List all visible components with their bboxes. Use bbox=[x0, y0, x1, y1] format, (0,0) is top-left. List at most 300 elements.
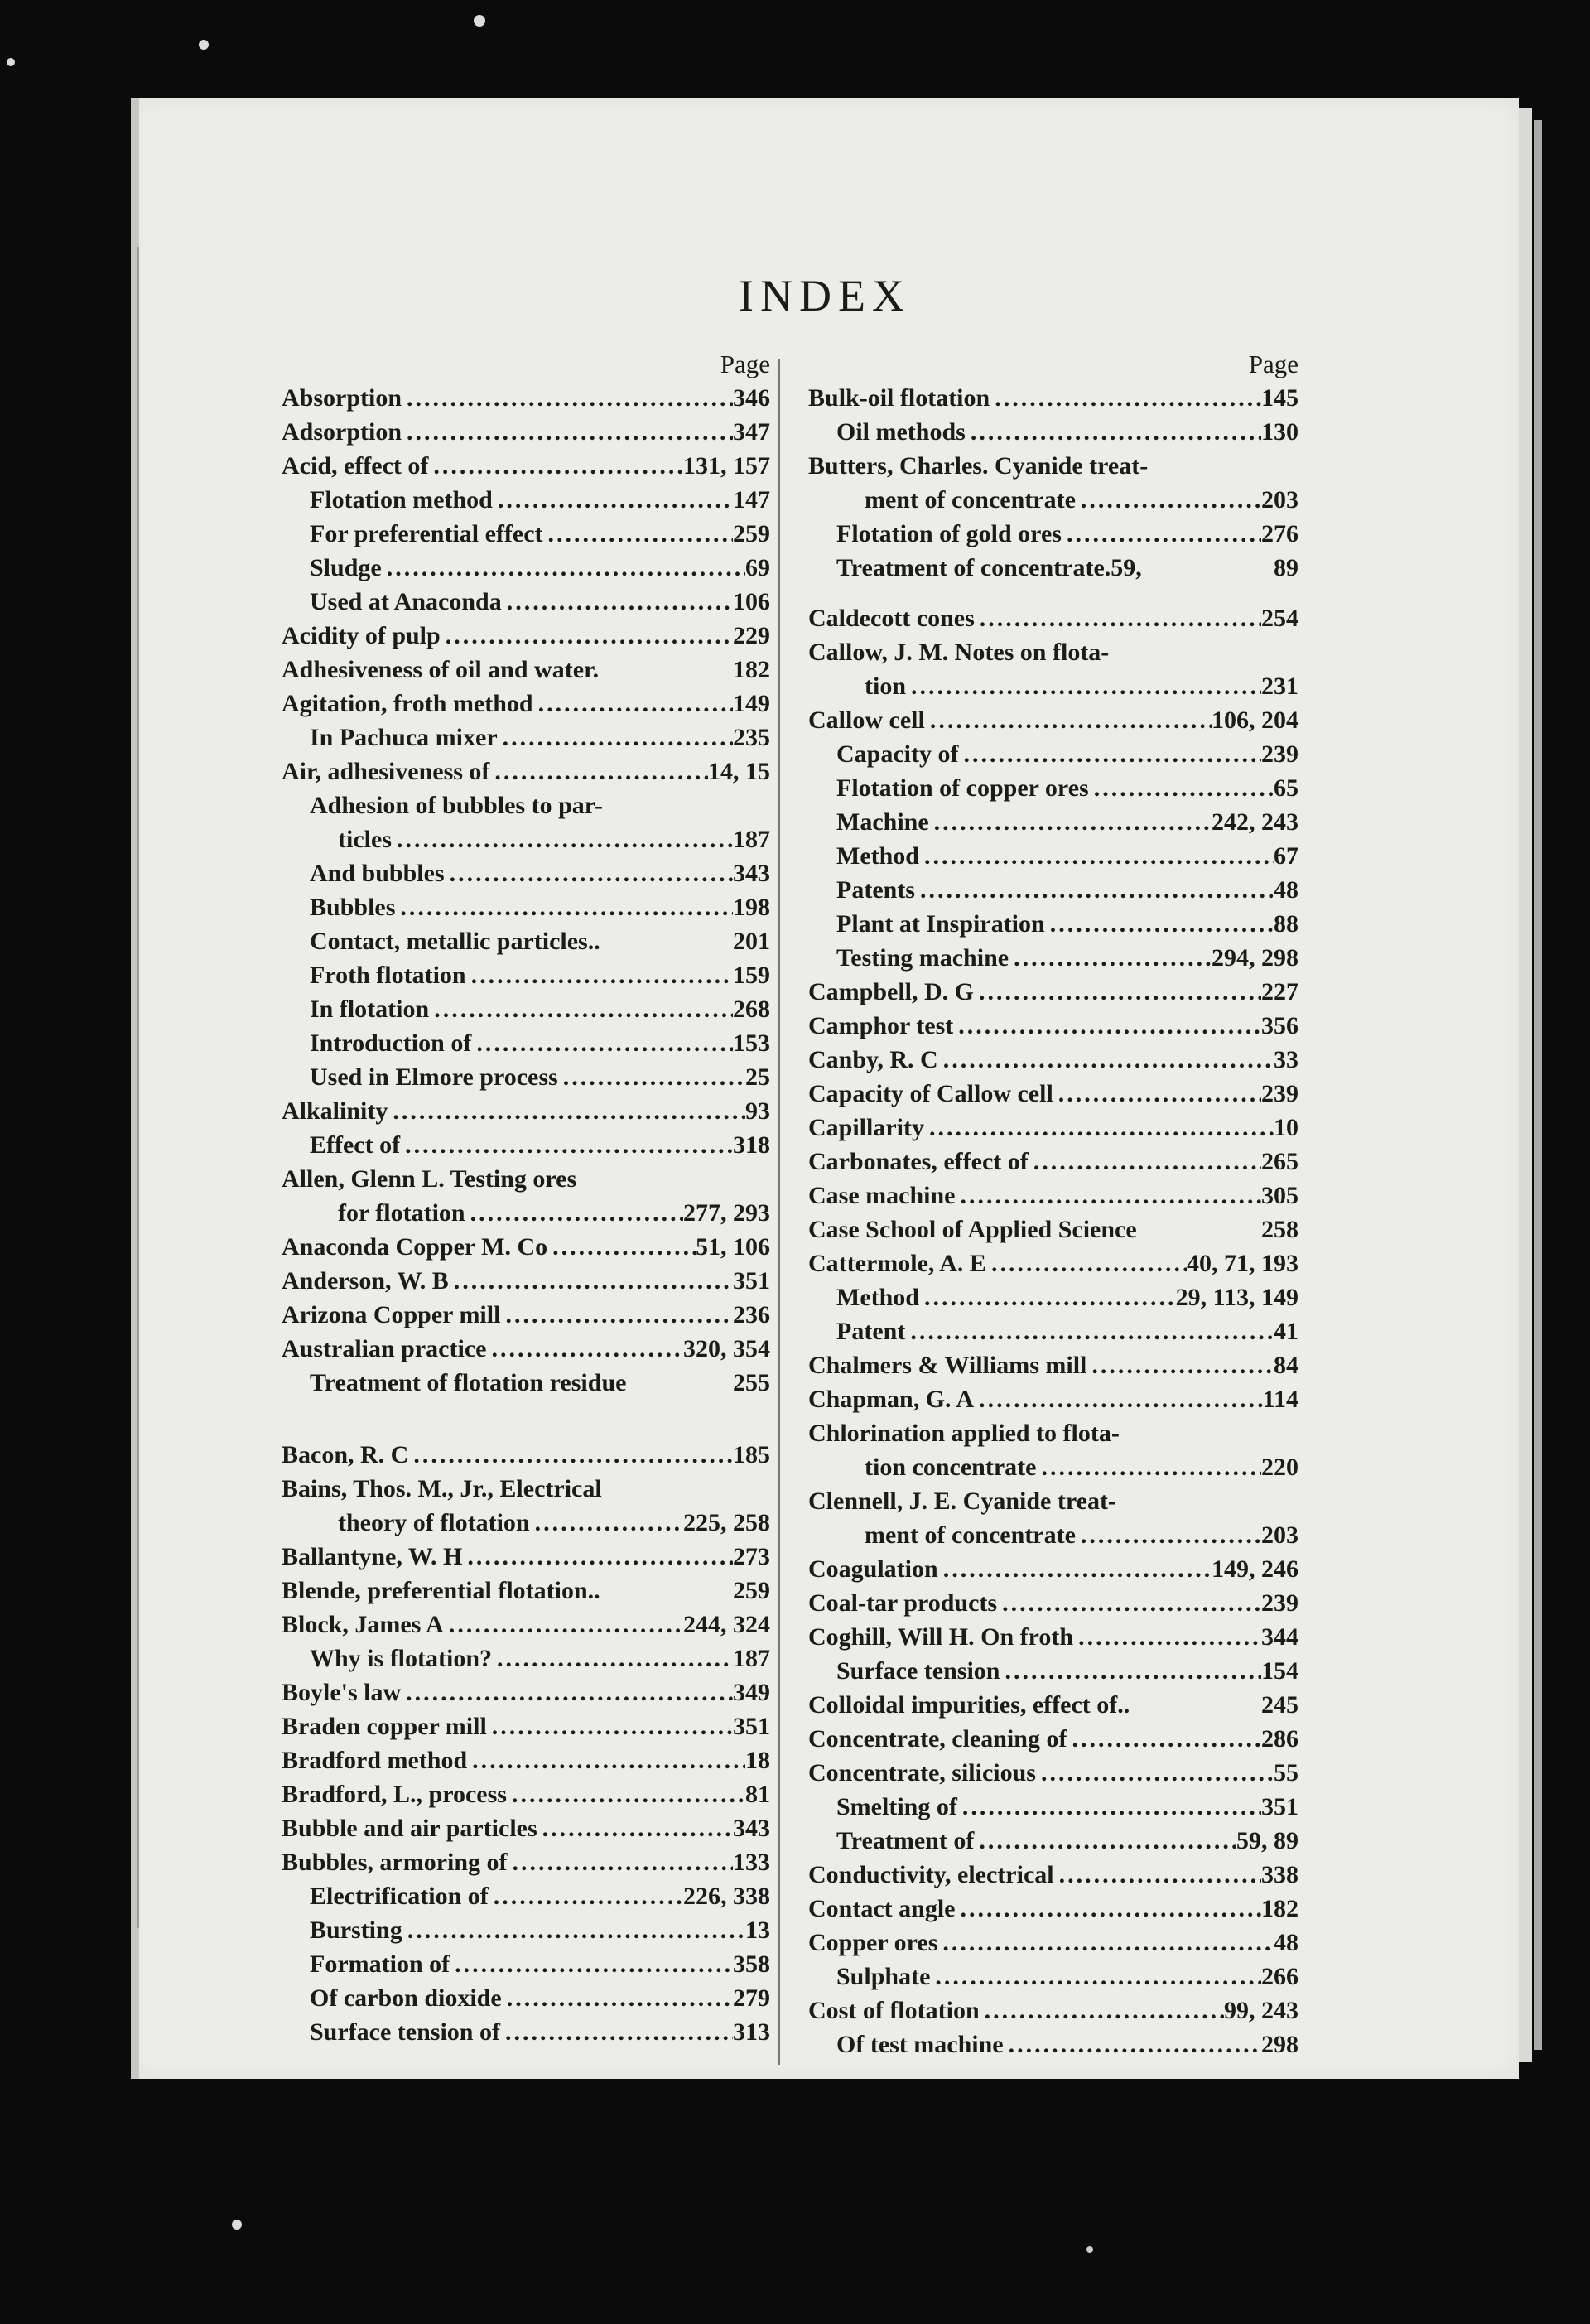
index-entry-pages: 259 bbox=[733, 1577, 770, 1604]
index-entry-pages: 29, 113, 149 bbox=[1175, 1284, 1298, 1311]
index-entry bbox=[808, 551, 1298, 585]
index-entry-term: In flotation bbox=[310, 996, 430, 1023]
index-entry bbox=[282, 2015, 770, 2049]
dot-leader bbox=[576, 1162, 770, 1196]
index-entry-term: Adhesion of bubbles to par- bbox=[310, 792, 603, 819]
index-entry bbox=[808, 1382, 1298, 1416]
index-entry-term: Smelting of bbox=[836, 1793, 957, 1820]
index-entry-pages: 106, 204 bbox=[1212, 706, 1298, 734]
index-entry-term: Bulk-oil flotation bbox=[808, 384, 990, 412]
index-entry-pages: 231 bbox=[1261, 673, 1298, 700]
dot-leader bbox=[1053, 1077, 1261, 1111]
index-entry-pages: 294, 298 bbox=[1212, 944, 1298, 972]
index-entry bbox=[282, 958, 770, 992]
index-entry bbox=[282, 381, 770, 415]
dot-leader bbox=[1029, 1145, 1261, 1179]
index-entry bbox=[808, 1484, 1298, 1518]
dot-leader bbox=[465, 1196, 683, 1230]
index-entry-term: Capillarity bbox=[808, 1114, 924, 1141]
index-entry-term: Used at Anaconda bbox=[310, 588, 502, 615]
index-entry-term: Ballantyne, W. H bbox=[282, 1543, 463, 1570]
index-entry-term: Copper ores bbox=[808, 1929, 938, 1956]
index-entry-pages: 182 bbox=[733, 656, 770, 683]
index-entry bbox=[282, 822, 770, 856]
index-entry-term: Flotation of gold ores bbox=[836, 520, 1062, 547]
dot-leader bbox=[445, 856, 733, 890]
index-entry bbox=[282, 1913, 770, 1947]
dot-leader bbox=[626, 1366, 733, 1400]
index-entry-pages: 347 bbox=[733, 418, 770, 446]
dot-leader bbox=[533, 687, 733, 721]
dot-leader bbox=[1148, 449, 1298, 483]
index-entry bbox=[808, 669, 1298, 703]
dot-leader bbox=[986, 1246, 1187, 1280]
index-entry bbox=[808, 805, 1298, 839]
index-entry-pages: 25 bbox=[745, 1063, 770, 1091]
index-entry-pages: 59, 89 bbox=[1236, 1827, 1298, 1854]
index-entry bbox=[808, 1994, 1298, 2027]
index-entry bbox=[282, 755, 770, 788]
index-entry bbox=[282, 788, 770, 822]
index-entry bbox=[282, 1879, 770, 1913]
dot-leader bbox=[543, 517, 733, 551]
index-entry bbox=[808, 1246, 1298, 1280]
dot-leader bbox=[930, 1960, 1261, 1994]
index-entry bbox=[808, 1688, 1298, 1722]
index-entry-pages: 279 bbox=[733, 1984, 770, 2012]
index-entry bbox=[808, 415, 1298, 449]
index-entry-term: Capacity of bbox=[836, 740, 959, 768]
dot-leader bbox=[905, 1314, 1274, 1348]
index-entry-pages: 106 bbox=[733, 588, 770, 615]
index-entry bbox=[808, 1179, 1298, 1213]
index-entry-pages: 266 bbox=[1261, 1963, 1298, 1990]
index-entry-term: Blende, preferential flotation.. bbox=[282, 1577, 600, 1604]
dot-leader bbox=[975, 601, 1261, 635]
index-entry-pages: 187 bbox=[733, 1645, 770, 1672]
dot-leader bbox=[466, 958, 733, 992]
scan-speck bbox=[232, 2220, 242, 2230]
dot-leader bbox=[958, 737, 1261, 771]
index-entry-pages: 55 bbox=[1274, 1759, 1298, 1786]
dot-leader bbox=[997, 1586, 1261, 1620]
index-entry-term: Callow, J. M. Notes on flota- bbox=[808, 639, 1110, 666]
index-entry-pages: 245 bbox=[1261, 1691, 1298, 1719]
dot-leader bbox=[449, 1264, 733, 1298]
index-entry bbox=[282, 619, 770, 653]
index-entry-pages: 343 bbox=[733, 1815, 770, 1842]
index-entry bbox=[808, 1416, 1298, 1450]
index-entries-right bbox=[808, 381, 1298, 2061]
index-entry-term: Flotation method bbox=[310, 486, 493, 513]
index-entry bbox=[808, 737, 1298, 771]
index-entry-pages: 203 bbox=[1261, 1521, 1298, 1549]
index-entry-term: tion concentrate bbox=[865, 1454, 1037, 1481]
index-entry bbox=[282, 1162, 770, 1196]
index-entry-pages: 358 bbox=[733, 1950, 770, 1978]
index-entry-pages: 187 bbox=[733, 826, 770, 853]
dot-leader bbox=[600, 1574, 733, 1608]
index-entry-term: Anaconda Copper M. Co bbox=[282, 1233, 548, 1261]
index-entry bbox=[808, 1858, 1298, 1892]
index-entry bbox=[282, 1438, 770, 1472]
index-entry-pages: 255 bbox=[733, 1369, 770, 1396]
index-entry bbox=[808, 1009, 1298, 1043]
index-entry-term: Patent bbox=[836, 1318, 906, 1345]
index-entry-pages: 51, 106 bbox=[696, 1233, 770, 1261]
index-entry bbox=[282, 1540, 770, 1574]
dot-leader bbox=[395, 890, 733, 924]
index-entry-term: Treatment of flotation residue bbox=[310, 1369, 627, 1396]
index-entry-term: Acidity of pulp bbox=[282, 622, 441, 649]
index-entry-pages: 14, 15 bbox=[708, 758, 770, 785]
index-entry bbox=[282, 1472, 770, 1506]
index-entry bbox=[282, 924, 770, 958]
index-entry-term: Formation of bbox=[310, 1950, 450, 1978]
dot-leader bbox=[1000, 1654, 1262, 1688]
index-entry-term: Callow cell bbox=[808, 706, 925, 734]
index-entry-term: And bubbles bbox=[310, 860, 445, 887]
index-entry-pages: 236 bbox=[733, 1301, 770, 1328]
index-entry-term: Chapman, G. A bbox=[808, 1386, 975, 1413]
index-entry-pages: 114 bbox=[1262, 1386, 1298, 1413]
dot-leader bbox=[603, 788, 770, 822]
dot-leader bbox=[444, 1608, 683, 1642]
dot-leader bbox=[990, 381, 1261, 415]
index-entry bbox=[282, 1675, 770, 1709]
index-entry-pages: 131, 157 bbox=[683, 452, 770, 480]
dot-leader bbox=[919, 839, 1274, 873]
index-entry-term: Concentrate, silicious bbox=[808, 1759, 1036, 1786]
dot-leader bbox=[1137, 1213, 1261, 1246]
index-entry-term: Of test machine bbox=[836, 2031, 1004, 2058]
index-entry-pages: 229 bbox=[733, 622, 770, 649]
index-entry-pages: 130 bbox=[1261, 418, 1298, 446]
dot-leader bbox=[401, 1675, 733, 1709]
index-entry bbox=[282, 687, 770, 721]
dot-leader bbox=[500, 2015, 733, 2049]
column-divider bbox=[778, 359, 780, 2065]
index-entry-term: Bacon, R. C bbox=[282, 1441, 409, 1468]
index-entry-pages: 259 bbox=[733, 520, 770, 547]
index-entry-pages: 220 bbox=[1261, 1454, 1298, 1481]
dot-leader bbox=[537, 1811, 733, 1845]
index-entry-pages: 67 bbox=[1274, 842, 1298, 870]
index-entry-pages: 145 bbox=[1261, 384, 1298, 412]
index-entry bbox=[282, 1845, 770, 1879]
index-entry-pages: 33 bbox=[1274, 1046, 1298, 1073]
index-entry-pages: 153 bbox=[733, 1029, 770, 1057]
index-entry-pages: 343 bbox=[733, 860, 770, 887]
index-entry-term: ment of concentrate bbox=[865, 486, 1076, 513]
index-entry-pages: 133 bbox=[733, 1849, 770, 1876]
index-entry-pages: 88 bbox=[1274, 910, 1298, 938]
index-entry-term: Treatment of concentrate.59, bbox=[836, 554, 1142, 581]
index-entry bbox=[282, 415, 770, 449]
index-entry bbox=[282, 890, 770, 924]
index-entry-pages: 18 bbox=[745, 1747, 770, 1774]
index-entry-term: Chalmers & Williams mill bbox=[808, 1352, 1087, 1379]
index-entry-pages: 198 bbox=[733, 894, 770, 921]
index-entry bbox=[808, 1348, 1298, 1382]
index-entry-pages: 277, 293 bbox=[683, 1199, 770, 1227]
scan-speck bbox=[199, 40, 209, 50]
dot-leader bbox=[1109, 635, 1298, 669]
index-entry-pages: 149 bbox=[733, 690, 770, 717]
index-entry-term: Treatment of bbox=[836, 1827, 975, 1854]
index-entry bbox=[282, 449, 770, 483]
index-entry bbox=[808, 1824, 1298, 1858]
dot-leader bbox=[487, 1709, 733, 1743]
dot-leader bbox=[1045, 907, 1274, 941]
index-entry-term: Allen, Glenn L. Testing ores bbox=[282, 1165, 577, 1193]
page-dot bbox=[1086, 2246, 1093, 2253]
dot-leader bbox=[492, 1642, 733, 1675]
index-entry bbox=[808, 1552, 1298, 1586]
index-column-left bbox=[282, 348, 770, 2049]
dot-leader bbox=[906, 669, 1261, 703]
index-entry-pages: 48 bbox=[1274, 1929, 1298, 1956]
index-entry bbox=[282, 653, 770, 687]
dot-leader bbox=[915, 873, 1274, 907]
index-entry bbox=[282, 1332, 770, 1366]
dot-leader bbox=[1116, 1484, 1298, 1518]
scan-speck bbox=[7, 58, 15, 66]
index-entry-pages: 154 bbox=[1261, 1657, 1298, 1685]
index-entry-term: Cattermole, A. E bbox=[808, 1250, 986, 1277]
dot-leader bbox=[957, 1790, 1261, 1824]
index-entries-left bbox=[282, 381, 770, 2049]
index-entry-pages: 227 bbox=[1261, 978, 1298, 1005]
index-entry bbox=[808, 1892, 1298, 1926]
index-entry-term: Bains, Thos. M., Jr., Electrical bbox=[282, 1475, 602, 1502]
index-entry-pages: 344 bbox=[1261, 1623, 1298, 1651]
dot-leader bbox=[502, 585, 733, 619]
dot-leader bbox=[428, 449, 683, 483]
index-column-right bbox=[808, 348, 1298, 2061]
dot-leader bbox=[1076, 483, 1261, 517]
index-entry-pages: 93 bbox=[745, 1097, 770, 1125]
index-entry-term: tion bbox=[865, 673, 907, 700]
index-entry bbox=[282, 1230, 770, 1264]
dot-leader bbox=[980, 1994, 1224, 2027]
index-entry-pages: 244, 324 bbox=[683, 1611, 770, 1638]
index-entry-term: Boyle's law bbox=[282, 1679, 402, 1706]
dot-leader bbox=[408, 1438, 733, 1472]
index-entry bbox=[282, 721, 770, 755]
page-column-heading: Page bbox=[1248, 350, 1298, 378]
dot-leader bbox=[924, 1111, 1274, 1145]
index-entry-term: Bubbles bbox=[310, 894, 396, 921]
index-entry-term: Flotation of copper ores bbox=[836, 774, 1089, 802]
dot-leader bbox=[493, 483, 733, 517]
index-entry bbox=[808, 975, 1298, 1009]
index-entry-pages: 159 bbox=[733, 962, 770, 989]
page-title: INDEX bbox=[739, 271, 911, 321]
dot-leader bbox=[429, 992, 733, 1026]
index-entry-pages: 40, 71, 193 bbox=[1187, 1250, 1298, 1277]
book-page bbox=[131, 98, 1519, 2079]
dot-leader bbox=[925, 703, 1212, 737]
index-entry bbox=[282, 1608, 770, 1642]
index-entry-term: Plant at Inspiration bbox=[836, 910, 1045, 938]
index-entry-pages: 99, 243 bbox=[1224, 1997, 1298, 2024]
index-entry-pages: 298 bbox=[1261, 2031, 1298, 2058]
index-entry bbox=[808, 483, 1298, 517]
index-entry bbox=[808, 517, 1298, 551]
index-entry-pages: 349 bbox=[733, 1679, 770, 1706]
dot-leader bbox=[402, 381, 733, 415]
index-entry-term: Chlorination applied to flota- bbox=[808, 1420, 1120, 1447]
index-entry-term: Bubbles, armoring of bbox=[282, 1849, 508, 1876]
index-entry-term: Case School of Applied Science bbox=[808, 1216, 1137, 1243]
index-entry bbox=[282, 1264, 770, 1298]
index-entry bbox=[808, 601, 1298, 635]
index-entry-term: Surface tension of bbox=[310, 2018, 500, 2046]
index-entry-pages: 320, 354 bbox=[683, 1335, 770, 1362]
index-entry bbox=[282, 1743, 770, 1777]
index-entry-term: Anderson, W. B bbox=[282, 1267, 449, 1295]
dot-leader bbox=[937, 1926, 1274, 1960]
index-entry bbox=[282, 517, 770, 551]
index-entry bbox=[808, 941, 1298, 975]
index-entry-pages: 239 bbox=[1261, 1080, 1298, 1107]
index-entry bbox=[808, 2027, 1298, 2061]
dot-leader bbox=[558, 1060, 745, 1094]
page-column-heading: Page bbox=[720, 350, 770, 378]
index-entry-pages: 89 bbox=[1274, 554, 1298, 581]
index-entry-pages: 239 bbox=[1261, 1589, 1298, 1617]
index-entry-term: Surface tension bbox=[836, 1657, 1000, 1685]
index-entry-term: Concentrate, cleaning of bbox=[808, 1725, 1067, 1753]
dot-leader bbox=[450, 1947, 733, 1981]
index-entry-term: Introduction of bbox=[310, 1029, 472, 1057]
dot-leader bbox=[502, 1981, 733, 2015]
index-entry bbox=[808, 1077, 1298, 1111]
index-entry-pages: 149, 246 bbox=[1212, 1555, 1298, 1583]
index-entry-term: Method bbox=[836, 842, 919, 870]
index-entry-pages: 286 bbox=[1261, 1725, 1298, 1753]
dot-leader bbox=[974, 975, 1261, 1009]
index-entry bbox=[808, 1756, 1298, 1790]
dot-leader bbox=[1142, 551, 1274, 585]
index-entry-term: Clennell, J. E. Cyanide treat- bbox=[808, 1487, 1116, 1515]
index-entry bbox=[808, 635, 1298, 669]
index-entry-term: ment of concentrate bbox=[865, 1521, 1076, 1549]
index-entry-term: Australian practice bbox=[282, 1335, 487, 1362]
dot-leader bbox=[955, 1179, 1261, 1213]
index-entry-pages: 276 bbox=[1261, 520, 1298, 547]
index-entry-pages: 351 bbox=[733, 1713, 770, 1740]
index-entry bbox=[282, 1094, 770, 1128]
index-entry-pages: 346 bbox=[733, 384, 770, 412]
index-entry-term: Adhesiveness of oil and water. bbox=[282, 656, 600, 683]
index-entry-term: Braden copper mill bbox=[282, 1713, 487, 1740]
index-entry bbox=[808, 1213, 1298, 1246]
index-entry-pages: 65 bbox=[1274, 774, 1298, 802]
scan-speck bbox=[474, 15, 485, 27]
dot-leader bbox=[919, 1280, 1176, 1314]
index-entry-term: Bursting bbox=[310, 1917, 402, 1944]
index-entry-term: Coal-tar products bbox=[808, 1589, 998, 1617]
index-entry-pages: 239 bbox=[1261, 740, 1298, 768]
index-entry-term: Coghill, Will H. On froth bbox=[808, 1623, 1074, 1651]
index-entry-term: Patents bbox=[836, 876, 915, 904]
dot-leader bbox=[1076, 1518, 1261, 1552]
index-entry-pages: 203 bbox=[1261, 486, 1298, 513]
index-entry bbox=[808, 1111, 1298, 1145]
index-entry-term: Coagulation bbox=[808, 1555, 938, 1583]
dot-leader bbox=[467, 1743, 745, 1777]
index-entry bbox=[808, 381, 1298, 415]
dot-leader bbox=[929, 805, 1212, 839]
index-entry-term: Capacity of Callow cell bbox=[808, 1080, 1053, 1107]
index-entry-term: Electrification of bbox=[310, 1883, 489, 1910]
dot-leader bbox=[600, 924, 733, 958]
index-entry bbox=[282, 1981, 770, 2015]
index-entry-pages: 242, 243 bbox=[1212, 808, 1298, 836]
index-entry-term: Bubble and air particles bbox=[282, 1815, 537, 1842]
index-entry-pages: 235 bbox=[733, 724, 770, 751]
dot-leader bbox=[1130, 1688, 1261, 1722]
index-entry bbox=[808, 1790, 1298, 1824]
index-entry-pages: 356 bbox=[1261, 1012, 1298, 1039]
dot-leader bbox=[974, 1382, 1263, 1416]
dot-leader bbox=[402, 415, 733, 449]
index-entry-pages: 265 bbox=[1261, 1148, 1298, 1175]
index-entry bbox=[808, 1620, 1298, 1654]
index-entry bbox=[282, 1574, 770, 1608]
dot-leader bbox=[599, 653, 733, 687]
index-entry bbox=[282, 1777, 770, 1811]
dot-leader bbox=[489, 755, 708, 788]
dot-leader bbox=[471, 1026, 733, 1060]
dot-leader bbox=[953, 1009, 1261, 1043]
index-entry-pages: 258 bbox=[1261, 1216, 1298, 1243]
dot-leader bbox=[1009, 941, 1212, 975]
binding-line bbox=[137, 247, 139, 1928]
index-entry bbox=[808, 449, 1298, 483]
index-entry-term: Agitation, froth method bbox=[282, 690, 533, 717]
index-entry bbox=[282, 1947, 770, 1981]
index-entry-term: Adsorption bbox=[282, 418, 402, 446]
dot-leader bbox=[388, 1094, 745, 1128]
index-entry-term: for flotation bbox=[338, 1199, 465, 1227]
index-entry-term: ticles bbox=[338, 826, 392, 853]
dot-leader bbox=[400, 1128, 733, 1162]
index-entry-pages: 254 bbox=[1261, 605, 1298, 632]
index-entry bbox=[282, 1811, 770, 1845]
dot-leader bbox=[500, 1298, 733, 1332]
dot-leader bbox=[938, 1552, 1212, 1586]
index-entry-pages: 41 bbox=[1274, 1318, 1298, 1345]
index-entry bbox=[808, 1722, 1298, 1756]
index-entry-term: Sulphate bbox=[836, 1963, 931, 1990]
index-entry-term: Carbonates, effect of bbox=[808, 1148, 1029, 1175]
index-entry bbox=[808, 1926, 1298, 1960]
index-entry bbox=[282, 1026, 770, 1060]
index-entry bbox=[808, 1314, 1298, 1348]
dot-leader bbox=[1120, 1416, 1298, 1450]
index-entry bbox=[808, 1960, 1298, 1994]
index-entry-term: Camphor test bbox=[808, 1012, 954, 1039]
index-entry bbox=[808, 1280, 1298, 1314]
index-entry-pages: 13 bbox=[745, 1917, 770, 1944]
index-entry-term: Alkalinity bbox=[282, 1097, 388, 1125]
index-entry-pages: 313 bbox=[733, 2018, 770, 2046]
index-entry-term: Why is flotation? bbox=[310, 1645, 493, 1672]
dot-leader bbox=[392, 822, 733, 856]
